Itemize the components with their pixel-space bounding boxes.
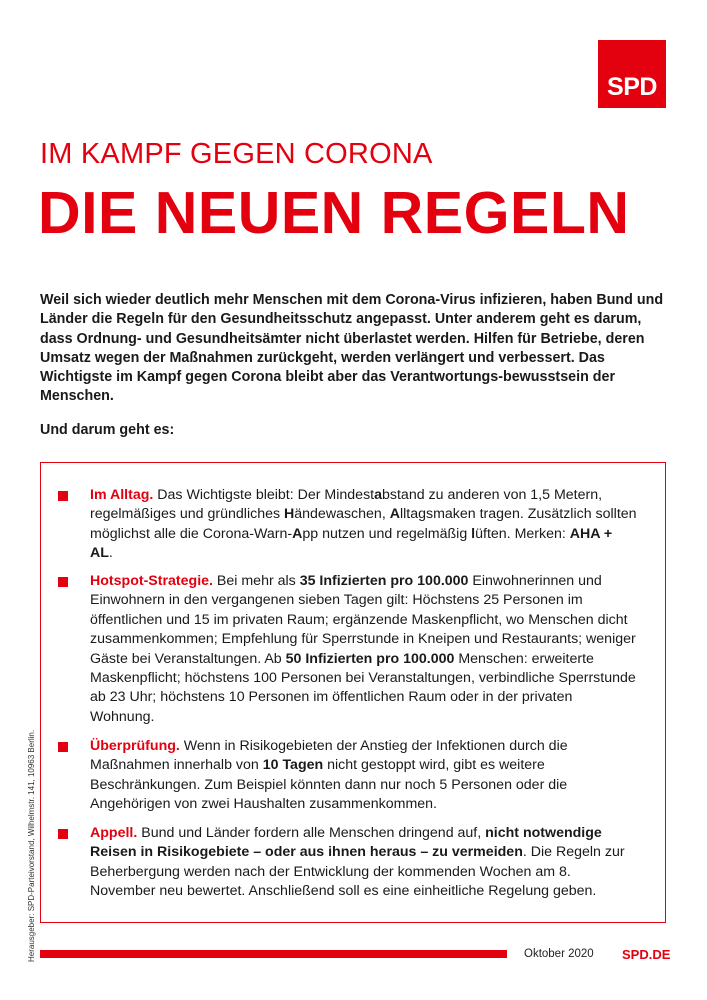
rule-text-bold: 35 Infizierten pro 100.000 (299, 573, 469, 589)
bullet-square-icon (58, 742, 68, 752)
rule-title: Im Alltag. (90, 487, 154, 503)
rule-text-bold: AHA + AL (90, 525, 613, 562)
rule-text (90, 824, 638, 902)
footer-date: Oktober 2020 (524, 948, 594, 960)
rule-text-segment: nicht gestoppt wird, gibt es weitere Beschränkungen. Zum Beispiel könnten dann nur noch 5 Personen oder die Angehörigen von zwei Haushalten zusammenkommen. (90, 757, 568, 813)
rule-text-bold: a (374, 487, 382, 503)
bullet-square-icon (58, 491, 68, 501)
rule-item-ueberpruefung (58, 737, 638, 815)
rule-text-bold: A (292, 525, 303, 542)
publisher-imprint: Herausgeber: SPD-Parteivorstand, Wilhelmstr. 141, 10963 Berlin. (27, 729, 36, 962)
rule-title: Hotspot-Strategie. (90, 573, 213, 589)
logo-text: SPD (607, 73, 657, 101)
rule-text-segment: üften. Merken: (475, 525, 570, 542)
rule-text-bold: A (389, 506, 400, 523)
rule-text-segment: bstand zu anderen von 1,5 Metern, regelmäßiges und gründliches (90, 487, 603, 523)
rule-text-bold: 10 Tagen (262, 757, 324, 774)
rule-title: Überprüfung. (90, 738, 180, 754)
rule-text-bold: l (471, 525, 476, 542)
rule-text-bold: H (284, 506, 295, 523)
rule-item-hotspot (58, 572, 638, 727)
rule-title: Appell. (90, 825, 138, 841)
rule-text-segment: Bund und Länder fordern alle Menschen dringend auf, (137, 825, 486, 841)
footer-accent-bar (40, 950, 507, 958)
rule-text-segment: . Die Regeln zur Beherbergung werden nach der Entwicklung der kommenden Wochen am 8. November neu bewertet. Anschließend soll es eine einheitliche Regelung geben. (90, 844, 625, 900)
rule-text (90, 737, 638, 815)
rules-subheading: Und darum geht es: (40, 422, 175, 438)
bullet-square-icon (58, 577, 68, 587)
intro-paragraph: Weil sich wieder deutlich mehr Menschen mit dem Corona-Virus infizieren, haben Bund und Länder die Regeln für den Gesundheitsschutz angepasst. Unter anderem geht es darum, dass Ordnung- und Gesundheitsämter nicht überlastet werden. Hilfen für Betriebe, deren Umsatz wegen der Maßnahmen zurückgeht, werden verlängert und verbessert. Das Wichtigste im Kampf gegen Corona bleibt aber das Verantwortungs-bewusstsein der Menschen. (40, 292, 664, 405)
footer-website-link[interactable]: SPD.DE (622, 947, 671, 962)
rule-text-segment: lltagsmaken tragen. Zusätzlich sollten möglichst alle die Corona-Warn- (90, 506, 637, 542)
kicker-heading: IM KAMPF GEGEN CORONA (40, 138, 433, 170)
rule-text-bold: 50 Infizierten pro 100.000 (285, 650, 455, 667)
bullet-square-icon (58, 829, 68, 839)
rule-text-segment: Das Wichtigste bleibt: Der Mindest (153, 487, 375, 503)
rule-text-segment: Menschen: erweiterte Maskenpflicht; höchstens 100 Personen bei Veranstaltungen, verbindliche Sperrstunde ab 23 Uhr; höchstens 10 Personen im öffentlichen Raum oder in der privaten Wohnung. (90, 650, 636, 725)
rule-text-segment: Wenn in Risikogebieten der Anstieg der Infektionen durch die Maßnahmen innerhalb von (90, 738, 568, 774)
rule-text (90, 486, 638, 564)
rule-text-segment: Einwohnerinnen und Einwohnern in den vergangenen sieben Tagen gilt: Höchstens 25 Personen im öffentlichen und 15 im privaten Raum; ergänzende Maskenpflicht, wo Menschen dicht zusammenkommen; Empfehlung für Sperrstunde in Kneipen und Restaurants; weniger Gäste bei Veranstaltungen. Ab (90, 573, 636, 667)
rule-text-segment: . (108, 545, 113, 562)
rule-text-bold: nicht notwendige Reisen in Risikogebiete – oder aus ihnen heraus – zu vermeiden (90, 825, 602, 861)
spd-logo (598, 40, 666, 108)
rule-text-segment: ändewaschen, (294, 506, 390, 523)
rule-item-appell (58, 824, 638, 902)
rule-item-alltag (58, 486, 638, 564)
rule-text (90, 572, 638, 727)
rule-text-segment: pp nutzen und regelmäßig (302, 525, 472, 542)
page-title: DIE NEUEN REGELN (38, 180, 630, 246)
rule-text-segment: Bei mehr als (212, 573, 300, 589)
